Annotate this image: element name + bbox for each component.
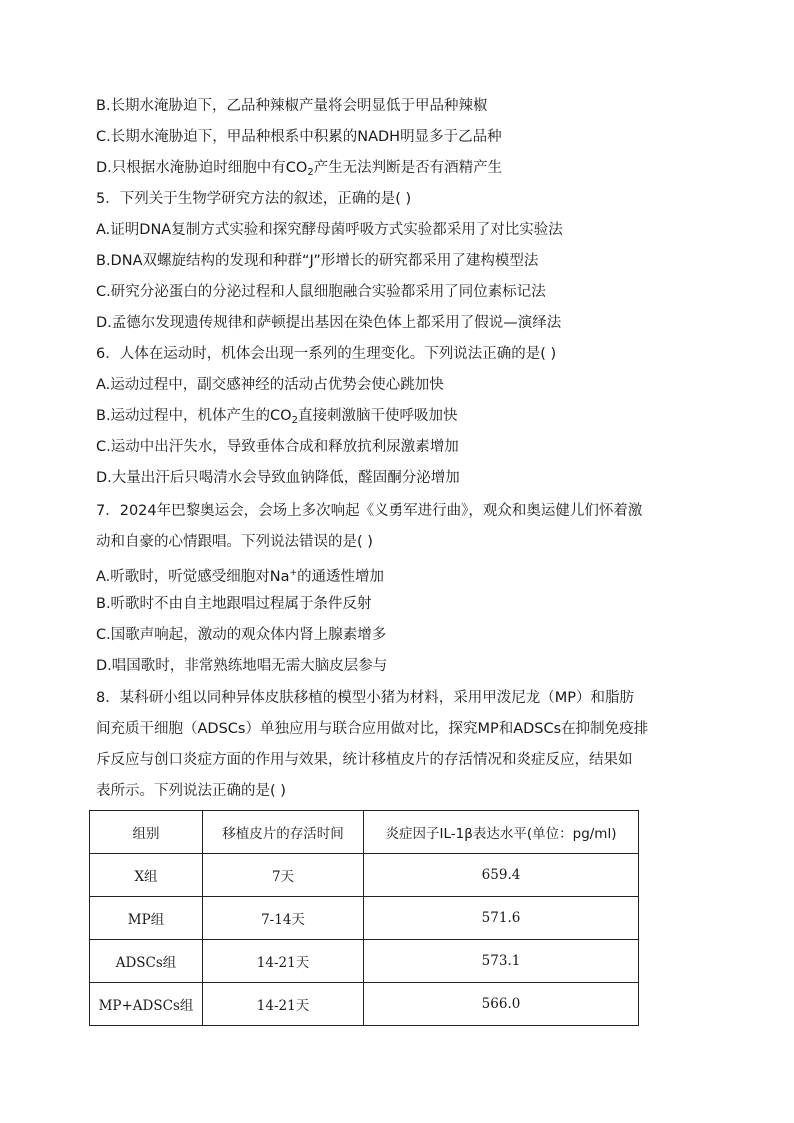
table-row [90, 897, 639, 940]
q7-option-a: A.听歌时，听觉感受细胞对Na+的通透性增加 [96, 568, 385, 585]
results-table [89, 810, 639, 1026]
option-b-prev: B.长期水淹胁迫下，乙品种辣椒产量将会明显低于甲品种辣椒 [96, 98, 488, 114]
option-d-prev: D.只根据水淹胁迫时细胞中有$CO_2$产生无法判断是否有酒精产生 [96, 160, 503, 178]
q6-option-d: D.大量出汗后只喝清水会导致血钠降低，醛固酮分泌增加 [96, 470, 460, 486]
cell-il1b: 659.4 [364, 854, 639, 897]
q7-option-b: B.听歌时不由自主地跟唱过程属于条件反射 [96, 596, 372, 612]
cell-survival: 7天 [203, 854, 364, 897]
cell-group: MP+ADSCs组 [90, 983, 203, 1026]
q5-option-a: A.证明DNA复制方式实验和探究酵母菌呼吸方式实验都采用了对比实验法 [96, 222, 563, 238]
header-survival-time: 移植皮片的存活时间 [203, 811, 364, 854]
question-8-line-4: 表所示。下列说法正确的是( ) [96, 783, 286, 799]
cell-group: X组 [90, 854, 203, 897]
question-8-line-1: 8．某科研小组以同种异体皮肤移植的模型小猪为材料，采用甲泼尼龙（MP）和脂肪 [96, 690, 634, 706]
table-row [90, 854, 639, 897]
cell-group: MP组 [90, 897, 203, 940]
header-il1b-level: 炎症因子IL-1β表达水平(单位：pg/ml) [364, 811, 639, 854]
q6-option-c: C.运动中出汗失水，导致垂体合成和释放抗利尿激素增加 [96, 439, 459, 455]
q7-option-c: C.国歌声响起，激动的观众体内肾上腺素增多 [96, 627, 387, 643]
question-6: 6．人体在运动时，机体会出现一系列的生理变化。下列说法正确的是( ) [96, 346, 557, 362]
q5-option-b: B.DNA双螺旋结构的发现和种群“J”形增长的研究都采用了建构模型法 [96, 253, 539, 269]
cell-survival: 14-21天 [203, 983, 364, 1026]
table-row [90, 940, 639, 983]
question-5: 5．下列关于生物学研究方法的叙述，正确的是( ) [96, 191, 412, 207]
option-c-prev: C.长期水淹胁迫下，甲品种根系中积累的NADH明显多于乙品种 [96, 129, 502, 145]
cell-il1b: 573.1 [364, 940, 639, 983]
question-7-line-2: 动和自豪的心情跟唱。下列说法错误的是( ) [96, 534, 373, 550]
table-row [90, 983, 639, 1026]
table-header-row [90, 811, 639, 854]
cell-il1b: 566.0 [364, 983, 639, 1026]
cell-il1b: 571.6 [364, 897, 639, 940]
q5-option-c: C.研究分泌蛋白的分泌过程和人鼠细胞融合实验都采用了同位素标记法 [96, 284, 546, 300]
q6-option-b: B.运动过程中，机体产生的$CO_2$直接刺激脑干使呼吸加快 [96, 408, 458, 426]
question-8-line-3: 斥反应与创口炎症方面的作用与效果，统计移植皮片的存活情况和炎症反应，结果如 [96, 752, 633, 768]
cell-survival: 7-14天 [203, 897, 364, 940]
q6-option-a: A.运动过程中，副交感神经的活动占优势会使心跳加快 [96, 377, 444, 393]
cell-group: ADSCs组 [90, 940, 203, 983]
q7-option-d: D.唱国歌时，非常熟练地唱无需大脑皮层参与 [96, 658, 388, 674]
header-group: 组别 [90, 811, 203, 854]
q5-option-d: D.孟德尔发现遗传规律和萨顿提出基因在染色体上都采用了假说—演绎法 [96, 315, 562, 331]
question-8-line-2: 间充质干细胞（ADSCs）单独应用与联合应用做对比，探究MP和ADSCs在抑制免疫排 [96, 721, 649, 737]
cell-survival: 14-21天 [203, 940, 364, 983]
question-7-line-1: 7．2024年巴黎奥运会，会场上多次响起《义勇军进行曲》，观众和奥运健儿们怀着激 [96, 503, 643, 519]
